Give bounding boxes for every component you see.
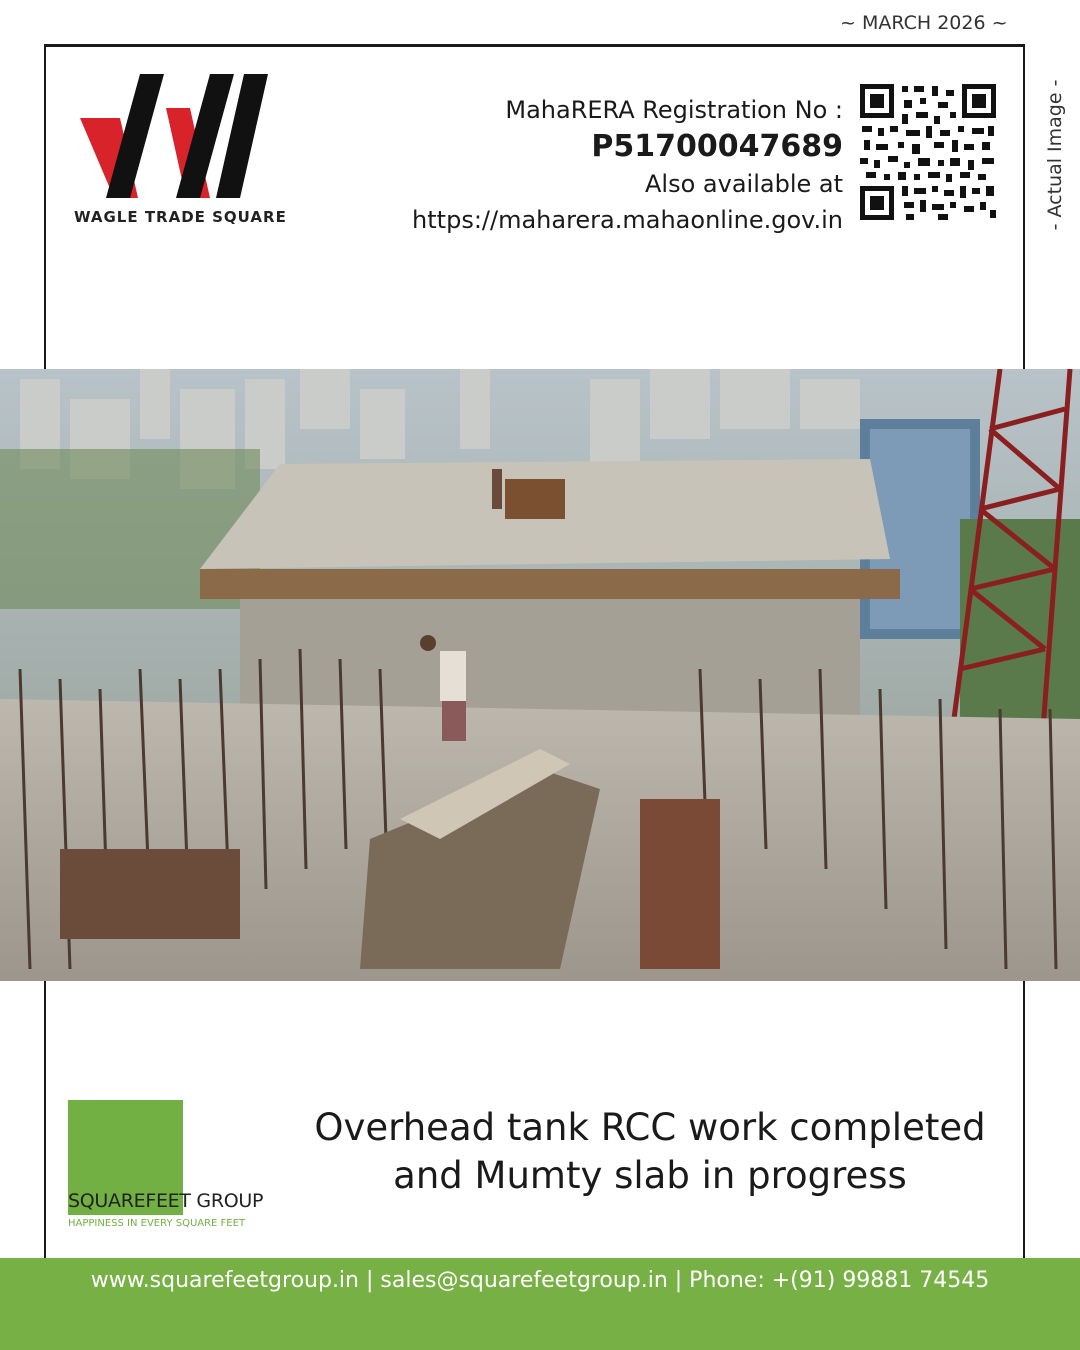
footer-bar <box>0 1258 1080 1350</box>
caption-line-2: and Mumty slab in progress <box>393 1154 907 1197</box>
frame-top-border <box>44 44 1025 47</box>
wagle-trade-square-logo-icon <box>80 74 270 200</box>
construction-site-photo <box>0 369 1080 981</box>
rera-url[interactable]: https://maharera.mahaonline.gov.in <box>412 206 843 234</box>
rera-also-label: Also available at <box>645 170 843 198</box>
caption-line-1: Overhead tank RCC work completed <box>314 1106 986 1149</box>
side-note <box>1040 70 1070 240</box>
brand-logo <box>70 70 290 230</box>
footer-contact: www.squarefeetgroup.in | sales@squarefeetgroup.in | Phone: +(91) 99881 74545 <box>90 1268 990 1293</box>
date-label: ~ MARCH 2026 ~ <box>840 12 1008 34</box>
squarefeet-group-logo <box>68 1100 264 1230</box>
rera-number: P51700047689 <box>591 129 843 164</box>
construction-site-icon <box>0 369 1080 981</box>
side-note-text: - Actual Image - <box>1044 79 1066 231</box>
qr-code-icon <box>858 82 998 222</box>
developer-tagline: HAPPINESS IN EVERY SQUARE FEET <box>68 1218 246 1229</box>
rera-label: MahaRERA Registration No : <box>505 96 843 124</box>
developer-name: SQUAREFEET GROUP <box>68 1190 264 1212</box>
rera-block <box>412 92 843 238</box>
progress-caption <box>300 1104 1000 1200</box>
brand-name: WAGLE TRADE SQUARE <box>74 208 287 226</box>
